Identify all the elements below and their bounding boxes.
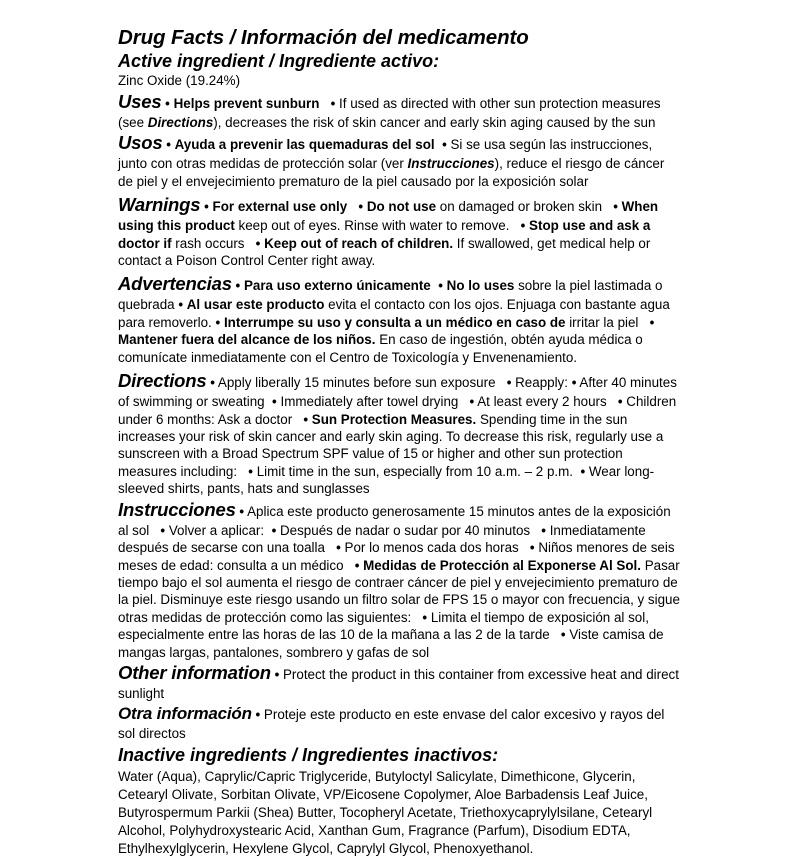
section-uses-text: • Helps prevent sunburn • If used as directed with other sun protection measures (see Directions), decreases the risk of skin cancer and early skin aging caused by the sun xyxy=(118,95,661,130)
section-advertencias-lead: Advertencias xyxy=(118,273,232,295)
section-uses-lead: Uses xyxy=(118,90,162,112)
section-other-information-lead: Other information xyxy=(118,662,271,684)
section-directions-text: • Apply liberally 15 minutes before sun exposure • Reapply: • After 40 minutes of swimming or sweating • Immediately after towel drying • At least every 2 hours • Children under 6 months: Ask a doctor • Sun Protection Measures. Spending time in the sun increases your risk of skin cancer and early skin aging. To decrease this risk, regularly use a sunscreen with a Broad Spectrum SPF value of 15 or higher and other sun protection measures including: • Limit time in the sun, especially from 10 a.m. – 2 p.m. • Wear long-sleeved shirts, pants, hats and sunglasses xyxy=(118,375,677,497)
section-otra-informacion-text: • Proteje este producto en este envase del calor excesivo y rayos del sol directos xyxy=(118,706,665,741)
section-instrucciones-lead: Instrucciones xyxy=(118,498,236,520)
section-other-information xyxy=(118,661,682,702)
inactive-ingredients-list: Water (Aqua), Caprylic/Capric Triglyceride, Butyloctyl Salicylate, Dimethicone, Glycerin, Cetearyl Olivate, Sorbitan Olivate, VP/Eicosene Copolymer, Aloe Barbadensis Leaf Juice, Butyrospermum Parkii (Shea) Butter, Tocopheryl Acetate, Triethoxycaprylylsilane, Cetearyl Alcohol, Polyhydroxystearic Acid, Xanthan Gum, Fragrance (Parfum), Disodium EDTA, Ethylhexylglycerin, Hexylene Glycol, Caprylyl Glycol, Phenoxyethanol. xyxy=(118,769,653,856)
section-otra-informacion xyxy=(118,703,682,743)
section-warnings xyxy=(118,193,682,269)
section-usos xyxy=(118,131,682,190)
section-otra-informacion-lead: Otra información xyxy=(118,703,252,723)
section-uses xyxy=(118,90,682,131)
section-usos-text: • Ayuda a prevenir las quemaduras del sol • Si se usa según las instrucciones, junto con otras medidas de protección solar (ver Instrucciones), reduce el riesgo de cáncer de piel y el envejecimiento prematuro de la piel causado por la exposición solar xyxy=(118,137,665,189)
section-advertencias-text: • Para uso externo únicamente • No lo uses sobre la piel lastimada o quebrada • Al usar este producto evita el contacto con los ojos. Enjuaga con bastante agua para removerlo. • Interrumpe su uso y consulta a un médico en caso de irritar la piel • Mantener fuera del alcance de los niños. En caso de ingestión, obtén ayuda médica o comunícate inmediatamente con el Centro de Toxicología y Envenenamiento. xyxy=(118,278,670,365)
section-other-information-text: • Protect the product in this container from excessive heat and direct sunlight xyxy=(118,667,679,702)
section-usos-lead: Usos xyxy=(118,132,163,154)
section-warnings-text: • For external use only • Do not use on damaged or broken skin • When using this product keep out of eyes. Rinse with water to remove. • Stop use and ask a doctor if rash occurs • Keep out of reach of children. If swallowed, get medical help or contact a Poison Control Center right away. xyxy=(118,199,659,268)
inactive-ingredients-heading: Inactive ingredients / Ingredientes inactivos: xyxy=(118,745,499,766)
section-directions-lead: Directions xyxy=(118,370,207,392)
section-warnings-lead: Warnings xyxy=(118,194,201,216)
page-title: Drug Facts / Información del medicamento xyxy=(118,26,529,49)
section-instrucciones-text: • Aplica este producto generosamente 15 minutos antes de la exposición al sol • Volver a aplicar: • Después de nadar o sudar por 40 minutos • Inmediatamente después de secarse con una toalla • Por lo menos cada dos horas • Niños menores de seis meses de edad: consulta a un médico • Medidas de Protección al Exponerse Al Sol. Pasar tiempo bajo el sol aumenta el riesgo de contraer cáncer de piel y envejecimiento prematuro de la piel. Disminuye este riesgo usando un filtro solar de FPS 15 o mayor con frecuencia, y sigue otras medidas de protección como las siguientes: • Limita el tiempo de exposición al sol, especialmente entre las horas de las 10 de la mañana a las 2 de la tarde • Viste camisa de mangas largas, pantalones, sombrero y gafas de sol xyxy=(118,503,680,660)
active-ingredient-value: Zinc Oxide (19.24%) xyxy=(118,73,241,89)
section-instrucciones xyxy=(118,498,682,661)
active-ingredient-heading: Active ingredient / Ingrediente activo: xyxy=(118,50,440,71)
section-advertencias xyxy=(118,272,682,366)
section-directions xyxy=(118,369,682,498)
